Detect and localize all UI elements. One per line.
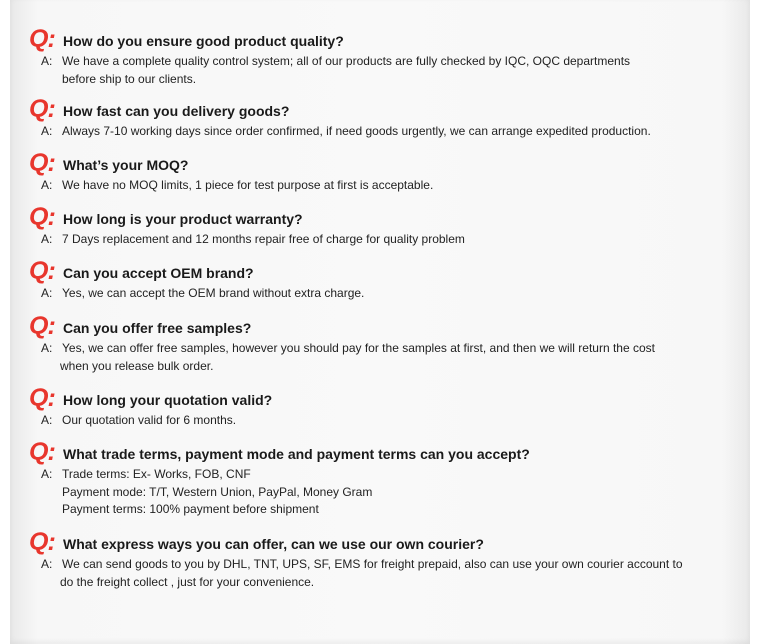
question-text: What express ways you can offer, can we use our own courier? [63,536,484,552]
answer-line: We have a complete quality control system; all of our products are fully checked by IQC, OQC departments [62,54,631,68]
answer-text [62,177,433,195]
answer-text [62,123,651,141]
question-text: How do you ensure good product quality? [63,33,344,49]
answer-line: We can send goods to you by DHL, TNT, UPS, SF, EMS for freight prepaid, also can use your own courier account to [62,557,683,571]
answer-line: Trade terms: Ex- Works, FOB, CNF [62,467,251,481]
answer-line: do the freight collect , just for your convenience. [60,574,315,589]
question-marker: Q: [29,438,55,466]
answer-line: 7 Days replacement and 12 months repair free of charge for quality problem [62,232,465,246]
answer-line: Yes, we can accept the OEM brand without extra charge. [62,286,365,300]
question-marker: Q: [29,95,55,123]
question-marker: Q: [29,257,55,285]
answer-marker: A: [41,178,53,192]
answer-text [62,53,630,88]
question-text: What’s your MOQ? [63,157,189,173]
question-marker: Q: [29,312,55,340]
answer-line: We have no MOQ limits, 1 piece for test purpose at first is acceptable. [62,178,434,192]
answer-line: Payment terms: 100% payment before shipment [62,502,319,516]
question-text: How long your quotation valid? [63,392,273,408]
answer-line: Always 7-10 working days since order confirmed, if need goods urgently, we can arrange expedited production. [62,124,651,138]
answer-marker: A: [41,286,53,300]
answer-marker: A: [41,232,53,246]
answer-line: when you release bulk order. [60,358,214,373]
answer-text [62,340,655,375]
answer-text [62,285,364,303]
question-text: Can you offer free samples? [63,320,252,336]
answer-line: before ship to our clients. [62,71,197,86]
question-marker: Q: [29,203,55,231]
answer-line: Our quotation valid for 6 months. [62,413,237,427]
answer-marker: A: [41,124,53,138]
answer-text [62,412,236,430]
question-marker: Q: [29,25,55,53]
question-text: Can you accept OEM brand? [63,265,254,281]
answer-marker: A: [41,467,53,481]
question-text: How long is your product warranty? [63,211,303,227]
question-text: What trade terms, payment mode and payment terms can you accept? [63,446,530,462]
answer-text [62,231,465,249]
answer-line: Payment mode: T/T, Western Union, PayPal, Money Gram [62,484,373,499]
answer-line: Yes, we can offer free samples, however you should pay for the samples at first, and then we will return the cost [62,341,655,355]
answer-marker: A: [41,413,53,427]
answer-marker: A: [41,54,53,68]
answer-marker: A: [41,557,53,571]
question-text: How fast can you delivery goods? [63,103,290,119]
answer-text [62,556,683,591]
question-marker: Q: [29,528,55,556]
question-marker: Q: [29,149,55,177]
answer-text [62,466,372,519]
question-marker: Q: [29,384,55,412]
answer-marker: A: [41,341,53,355]
